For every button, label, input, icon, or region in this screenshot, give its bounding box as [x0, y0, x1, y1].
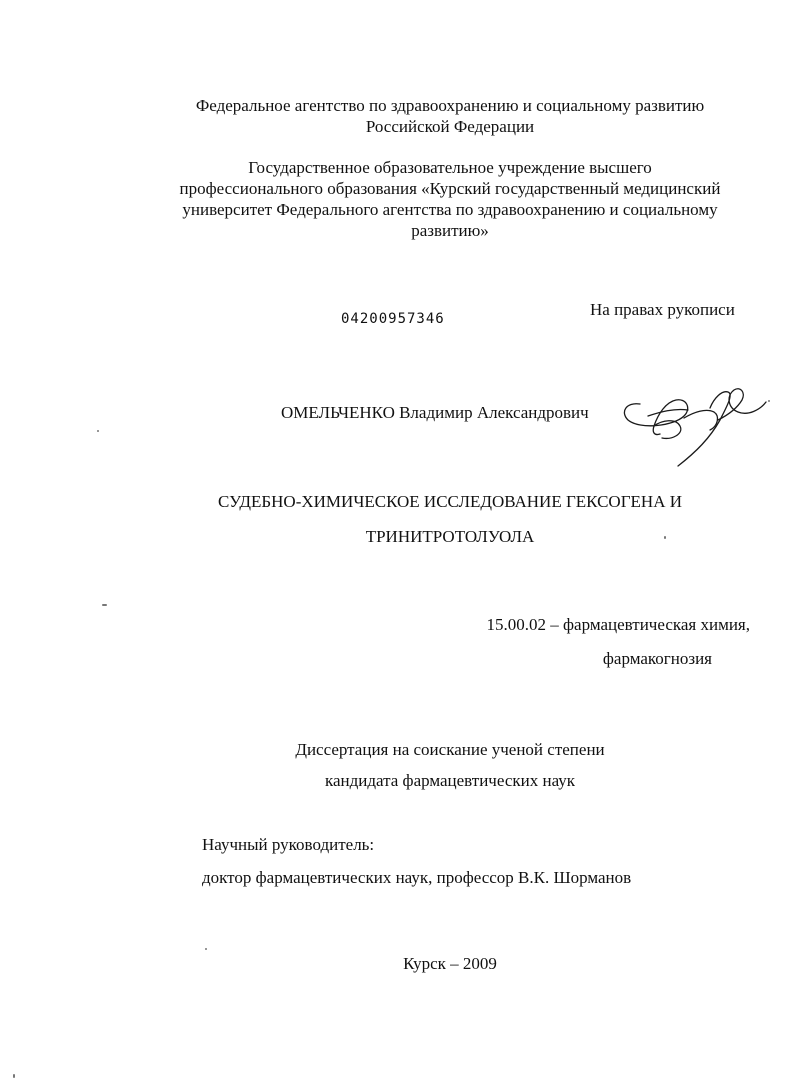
specialty-line-1: 15.00.02 – фармацевтическая химия,: [486, 615, 750, 634]
supervisor-label: Научный руководитель:: [202, 835, 375, 854]
degree-line-2: кандидата фармацевтических наук: [324, 771, 576, 790]
scan-speck: [664, 536, 666, 539]
specialty-code: [400, 608, 750, 676]
institution-line-2: профессионального образования «Курский государственный медицинский: [179, 179, 721, 198]
institution-line-4: развитию»: [411, 221, 489, 240]
degree-statement: [250, 734, 650, 796]
supervisor-block: [202, 828, 631, 894]
scan-speck: [205, 948, 207, 950]
agency-line-1: Федеральное агентство по здравоохранению и социальному развитию: [195, 96, 705, 115]
institution-line-3: университет Федерального агентства по здравоохранению и социальному: [182, 200, 718, 219]
degree-line-1: Диссертация на соискание ученой степени: [295, 740, 605, 759]
scan-speck: [97, 430, 99, 432]
title-line-2: ТРИНИТРОТОЛУОЛА: [365, 527, 535, 546]
signature-icon: [618, 368, 778, 468]
institution-header: [120, 157, 780, 241]
rights-notice: На правах рукописи: [590, 300, 735, 319]
document-id: 04200957346: [341, 311, 445, 327]
title-line-1: СУДЕБНО-ХИМИЧЕСКОЕ ИССЛЕДОВАНИЕ ГЕКСОГЕНА И: [217, 492, 683, 511]
specialty-line-2: фармакогнозия: [602, 649, 712, 668]
author-name: ОМЕЛЬЧЕНКО Владимир Александрович: [281, 403, 589, 422]
supervisor-name: доктор фармацевтических наук, профессор В.К. Шорманов: [202, 868, 632, 887]
city-year: Курск – 2009: [403, 954, 497, 973]
dissertation-title: [150, 484, 750, 554]
scan-speck: [768, 400, 770, 402]
agency-line-2: Российской Федерации: [365, 117, 535, 136]
scan-speck: [102, 604, 107, 606]
agency-header: [120, 95, 780, 137]
scan-speck: [13, 1074, 15, 1078]
institution-line-1: Государственное образовательное учреждение высшего: [248, 158, 652, 177]
